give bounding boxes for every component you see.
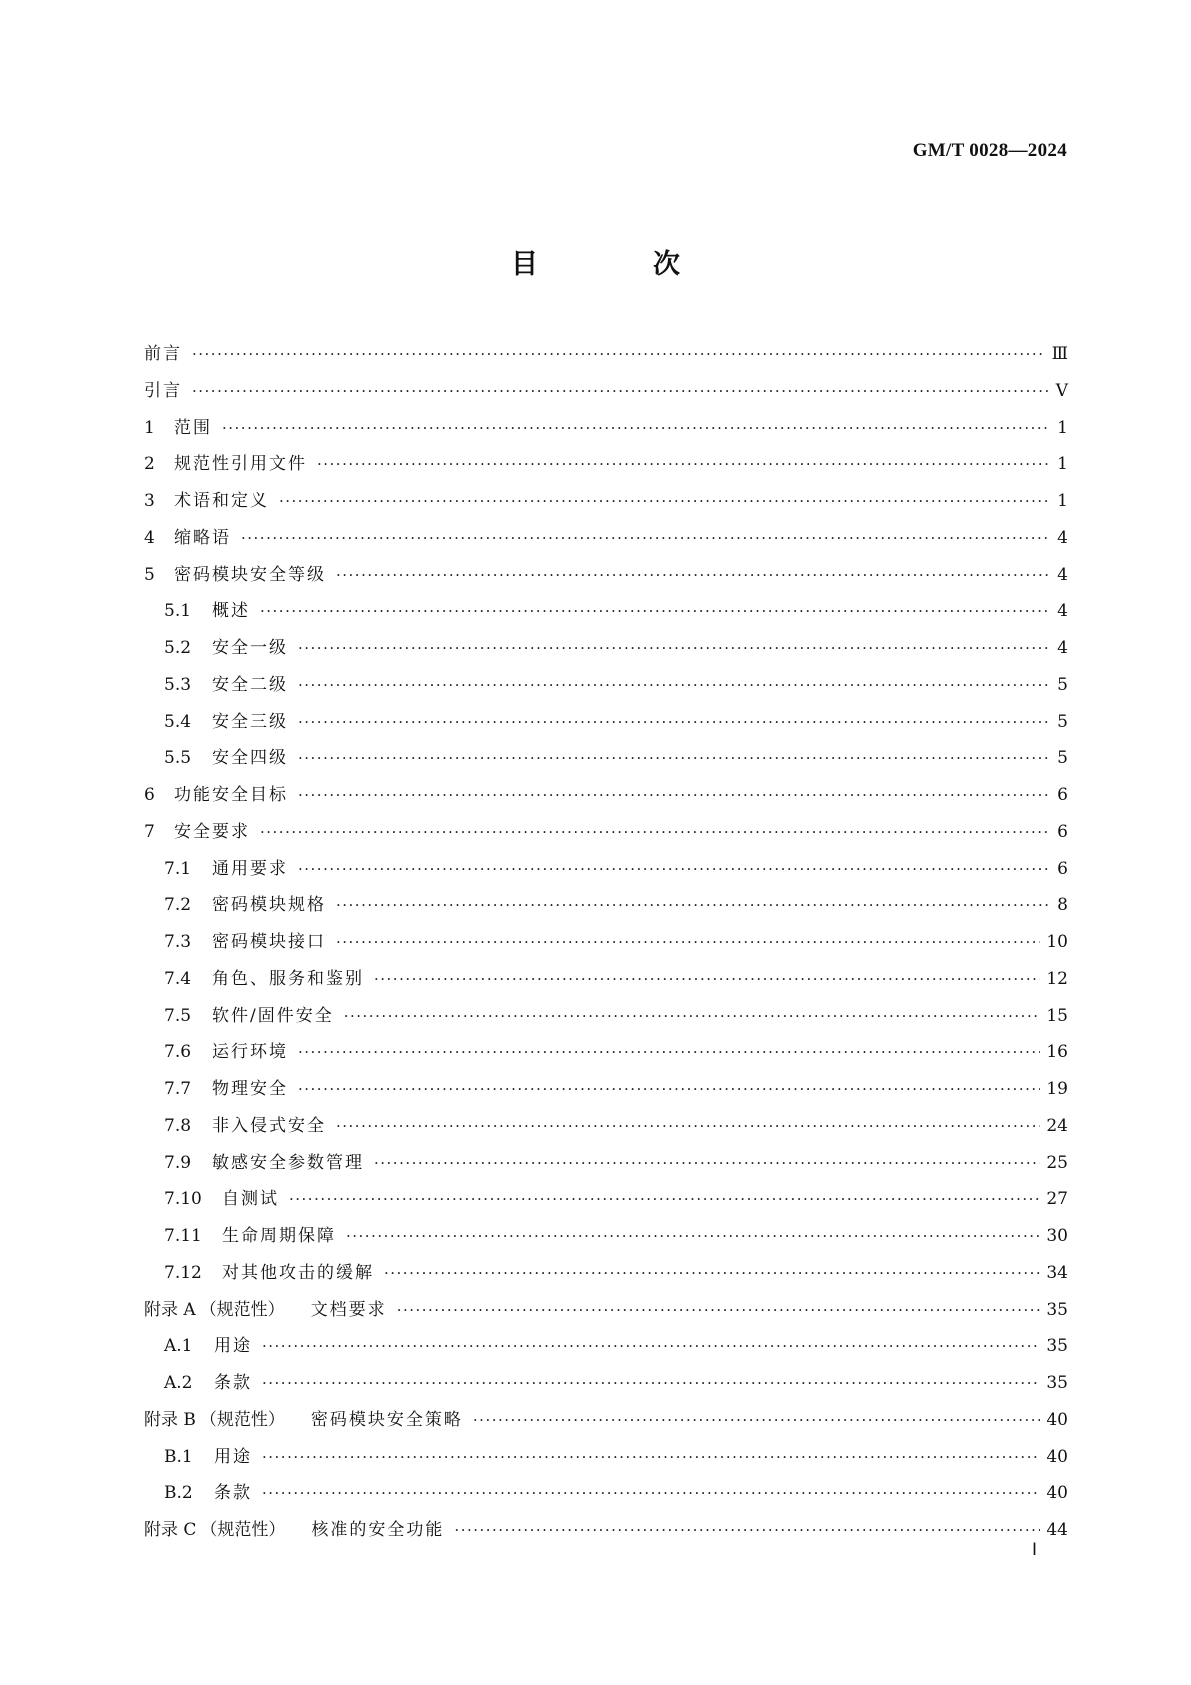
toc-leader-dots bbox=[262, 1337, 1040, 1355]
toc-entry-label: 自测试 bbox=[222, 1189, 279, 1210]
toc-leader-dots bbox=[298, 860, 1048, 878]
toc-leader-dots bbox=[344, 1007, 1041, 1025]
toc-entry[interactable] bbox=[144, 1074, 1068, 1111]
toc-entry[interactable] bbox=[144, 927, 1068, 964]
toc-leader-dots bbox=[384, 1264, 1040, 1282]
toc-entry-label: 用途 bbox=[214, 1446, 252, 1467]
toc-entry-number: 附录 B bbox=[144, 1409, 196, 1430]
toc-entry-page: 5 bbox=[1057, 674, 1068, 695]
toc-entry[interactable] bbox=[144, 596, 1068, 633]
toc-leader-dots bbox=[260, 823, 1048, 841]
toc-entry-number: 附录 C bbox=[144, 1520, 197, 1540]
toc-entry-page: 4 bbox=[1057, 638, 1068, 658]
toc-entry-label: 术语和定义 bbox=[174, 491, 269, 511]
toc-entry-number: 7.7 bbox=[164, 1079, 192, 1099]
toc-entry-annex-class: （规范性） bbox=[200, 1520, 286, 1540]
toc-entry-page: 25 bbox=[1046, 1152, 1068, 1173]
toc-entry-page: 35 bbox=[1046, 1336, 1068, 1357]
toc-entry-label: 敏感安全参数管理 bbox=[212, 1152, 364, 1173]
toc-entry-number: 5.5 bbox=[164, 748, 192, 769]
toc-entry-page: 1 bbox=[1057, 417, 1068, 438]
toc-entry-number: 7.12 bbox=[164, 1262, 202, 1283]
toc-leader-dots bbox=[298, 749, 1048, 767]
toc-entry-page: 6 bbox=[1057, 821, 1068, 842]
toc-entry[interactable] bbox=[144, 1331, 1068, 1368]
toc-entry-page: 1 bbox=[1057, 491, 1068, 511]
toc-entry-page: 40 bbox=[1046, 1483, 1068, 1504]
toc-entry-number: 7.8 bbox=[164, 1115, 192, 1136]
toc-entry-number: 7.1 bbox=[164, 858, 192, 879]
toc-entry-number: B.2 bbox=[164, 1483, 193, 1504]
toc-entry-label: 生命周期保障 bbox=[222, 1226, 336, 1246]
toc-leader-dots bbox=[454, 1521, 1040, 1539]
toc-entry[interactable] bbox=[144, 780, 1068, 817]
toc-leader-dots bbox=[262, 1374, 1040, 1392]
toc-entry[interactable] bbox=[144, 1111, 1068, 1148]
toc-entry[interactable] bbox=[144, 339, 1068, 376]
toc-entry-number: 5 bbox=[144, 564, 155, 585]
toc-entry-page: Ⅲ bbox=[1051, 344, 1068, 364]
toc-leader-dots bbox=[298, 1080, 1040, 1098]
toc-entry[interactable] bbox=[144, 1148, 1068, 1185]
toc-entry-label: 安全一级 bbox=[212, 638, 288, 658]
toc-title: 目 次 bbox=[511, 249, 724, 280]
toc-entry-page: 4 bbox=[1057, 527, 1068, 548]
toc-entry-page: 30 bbox=[1046, 1226, 1068, 1246]
toc-entry-number: 5.4 bbox=[164, 711, 192, 732]
toc-entry-page: 24 bbox=[1046, 1115, 1068, 1136]
toc-entry[interactable] bbox=[144, 486, 1068, 523]
toc-entry-label: 密码模块安全等级 bbox=[174, 564, 326, 585]
toc-entry-label: 安全二级 bbox=[212, 674, 288, 695]
toc-leader-dots bbox=[298, 786, 1048, 804]
toc-entry-number: 5.1 bbox=[164, 601, 192, 622]
toc-entry-label: 软件/固件安全 bbox=[212, 1005, 334, 1026]
toc-leader-dots bbox=[279, 492, 1048, 510]
toc-entry-page: 12 bbox=[1046, 968, 1068, 989]
toc-leader-dots bbox=[374, 970, 1040, 988]
toc-entry-label: 核准的安全功能 bbox=[311, 1520, 445, 1540]
toc-entry-annex-class: （规范性） bbox=[199, 1409, 285, 1430]
toc-leader-dots bbox=[336, 896, 1048, 914]
toc-entry-number: 附录 A bbox=[144, 1299, 196, 1320]
toc-entry[interactable] bbox=[144, 1478, 1068, 1515]
toc-entry[interactable] bbox=[144, 707, 1068, 744]
toc-entry-number: 1 bbox=[144, 417, 155, 438]
toc-entry-number: 7.10 bbox=[164, 1189, 202, 1210]
toc-entry-label: 功能安全目标 bbox=[174, 785, 288, 805]
toc-leader-dots bbox=[298, 1043, 1040, 1061]
toc-entry[interactable] bbox=[144, 376, 1068, 413]
toc-entry[interactable] bbox=[144, 413, 1068, 450]
toc-entry[interactable] bbox=[144, 1295, 1068, 1332]
toc-entry-page: 10 bbox=[1046, 932, 1068, 952]
toc-entry-label: 安全三级 bbox=[212, 711, 288, 732]
toc-entry[interactable] bbox=[144, 1037, 1068, 1074]
toc-entry[interactable] bbox=[144, 854, 1068, 891]
toc-entry-number: 7.6 bbox=[164, 1042, 192, 1063]
toc-entry[interactable] bbox=[144, 1442, 1068, 1479]
toc-entry-label: 安全四级 bbox=[212, 748, 288, 769]
toc-entry-label: 角色、服务和鉴别 bbox=[212, 968, 364, 989]
toc-entry-page: 5 bbox=[1057, 711, 1068, 732]
toc-entry-number: 3 bbox=[144, 491, 155, 511]
toc-leader-dots bbox=[222, 419, 1048, 437]
toc-entry-label: 条款 bbox=[214, 1483, 252, 1504]
toc-entry-page: 4 bbox=[1057, 564, 1068, 585]
toc-entry-page: 15 bbox=[1046, 1005, 1068, 1026]
toc-entry[interactable] bbox=[144, 560, 1068, 597]
toc-entry-number: 7.3 bbox=[164, 932, 192, 952]
toc-entry-page: 5 bbox=[1057, 748, 1068, 769]
toc-entry-number: 7.5 bbox=[164, 1005, 192, 1026]
toc-entry[interactable] bbox=[144, 670, 1068, 707]
toc-leader-dots bbox=[289, 1190, 1040, 1208]
toc-entry-number: 2 bbox=[144, 454, 155, 475]
toc-entry-label: 密码模块规格 bbox=[212, 895, 326, 916]
toc-entry-number: 7 bbox=[144, 821, 155, 842]
toc-entry-label: 条款 bbox=[214, 1373, 252, 1393]
toc-entry[interactable] bbox=[144, 890, 1068, 927]
toc-entry-label: 通用要求 bbox=[212, 858, 288, 879]
toc-entry-label: 引言 bbox=[144, 380, 182, 401]
toc-entry[interactable] bbox=[144, 1001, 1068, 1038]
toc-entry-page: 27 bbox=[1046, 1189, 1068, 1210]
toc-entry[interactable] bbox=[144, 449, 1068, 486]
toc-leader-dots bbox=[298, 676, 1048, 694]
page-number: Ⅰ bbox=[1031, 1540, 1037, 1559]
toc-entry-page: 35 bbox=[1046, 1299, 1068, 1320]
toc-entry-page: 16 bbox=[1046, 1042, 1068, 1063]
toc-leader-dots bbox=[192, 382, 1048, 400]
toc-entry-page: 6 bbox=[1057, 858, 1068, 879]
toc-entry-label: 安全要求 bbox=[174, 821, 250, 842]
toc-entry-label: 缩略语 bbox=[174, 527, 231, 548]
toc-entry-label: 对其他攻击的缓解 bbox=[222, 1262, 374, 1283]
toc-entry-number: 5.2 bbox=[164, 638, 192, 658]
toc-entry-number: 5.3 bbox=[164, 674, 192, 695]
toc-entry-page: 1 bbox=[1057, 454, 1068, 475]
toc-entry-page: 34 bbox=[1046, 1262, 1068, 1283]
toc-entry-label: 非入侵式安全 bbox=[212, 1115, 326, 1136]
toc-entry-page: 6 bbox=[1057, 785, 1068, 805]
toc-leader-dots bbox=[346, 1227, 1040, 1245]
toc-entry[interactable] bbox=[144, 633, 1068, 670]
toc-entry-page: 19 bbox=[1046, 1079, 1068, 1099]
toc-entry[interactable] bbox=[144, 817, 1068, 854]
table-of-contents bbox=[144, 339, 1068, 1552]
toc-entry-number: A.2 bbox=[164, 1373, 193, 1393]
toc-entry-label: 密码模块安全策略 bbox=[310, 1409, 463, 1430]
toc-entry-page: Ⅴ bbox=[1055, 380, 1068, 401]
toc-entry[interactable] bbox=[144, 964, 1068, 1001]
toc-entry[interactable] bbox=[144, 1184, 1068, 1221]
toc-leader-dots bbox=[241, 529, 1048, 547]
toc-entry-label: 运行环境 bbox=[212, 1042, 288, 1063]
toc-entry-number: 7.2 bbox=[164, 895, 192, 916]
toc-entry-page: 35 bbox=[1046, 1373, 1068, 1393]
toc-entry[interactable] bbox=[144, 1258, 1068, 1295]
doc-code: GM/T 0028—2024 bbox=[912, 140, 1067, 161]
toc-entry[interactable] bbox=[144, 1368, 1068, 1405]
toc-entry-label: 规范性引用文件 bbox=[174, 454, 307, 475]
toc-entry[interactable] bbox=[144, 1515, 1068, 1552]
toc-entry-label: 用途 bbox=[214, 1336, 252, 1357]
toc-leader-dots bbox=[260, 602, 1048, 620]
toc-leader-dots bbox=[317, 455, 1048, 473]
toc-leader-dots bbox=[192, 345, 1046, 363]
toc-entry-number: A.1 bbox=[164, 1336, 193, 1357]
toc-leader-dots bbox=[336, 566, 1048, 584]
toc-entry-label: 范围 bbox=[174, 417, 212, 438]
toc-leader-dots bbox=[298, 639, 1048, 657]
toc-entry-number: B.1 bbox=[164, 1446, 193, 1467]
toc-entry-page: 4 bbox=[1057, 601, 1068, 622]
toc-entry-number: 6 bbox=[144, 785, 155, 805]
toc-entry-page: 44 bbox=[1046, 1520, 1068, 1540]
toc-leader-dots bbox=[336, 933, 1040, 951]
toc-entry-number: 4 bbox=[144, 527, 155, 548]
toc-leader-dots bbox=[262, 1448, 1040, 1466]
toc-entry-label: 前言 bbox=[144, 344, 182, 364]
toc-entry[interactable] bbox=[144, 523, 1068, 560]
toc-entry[interactable] bbox=[144, 1405, 1068, 1442]
toc-entry[interactable] bbox=[144, 1221, 1068, 1258]
toc-leader-dots bbox=[262, 1484, 1040, 1502]
toc-leader-dots bbox=[298, 713, 1048, 731]
toc-leader-dots bbox=[473, 1411, 1040, 1429]
toc-entry-label: 密码模块接口 bbox=[212, 932, 326, 952]
toc-entry-number: 7.4 bbox=[164, 968, 192, 989]
toc-entry-label: 概述 bbox=[212, 601, 250, 622]
toc-leader-dots bbox=[374, 1154, 1040, 1172]
toc-leader-dots bbox=[397, 1301, 1041, 1319]
toc-leader-dots bbox=[336, 1117, 1040, 1135]
toc-entry-page: 40 bbox=[1046, 1446, 1068, 1467]
toc-entry-label: 物理安全 bbox=[212, 1079, 288, 1099]
toc-entry-number: 7.9 bbox=[164, 1152, 192, 1173]
toc-entry-page: 8 bbox=[1057, 895, 1068, 916]
toc-entry[interactable] bbox=[144, 743, 1068, 780]
toc-entry-label: 文档要求 bbox=[310, 1299, 387, 1320]
toc-entry-number: 7.11 bbox=[164, 1226, 202, 1246]
toc-entry-page: 40 bbox=[1046, 1409, 1068, 1430]
toc-entry-annex-class: （规范性） bbox=[199, 1299, 285, 1320]
